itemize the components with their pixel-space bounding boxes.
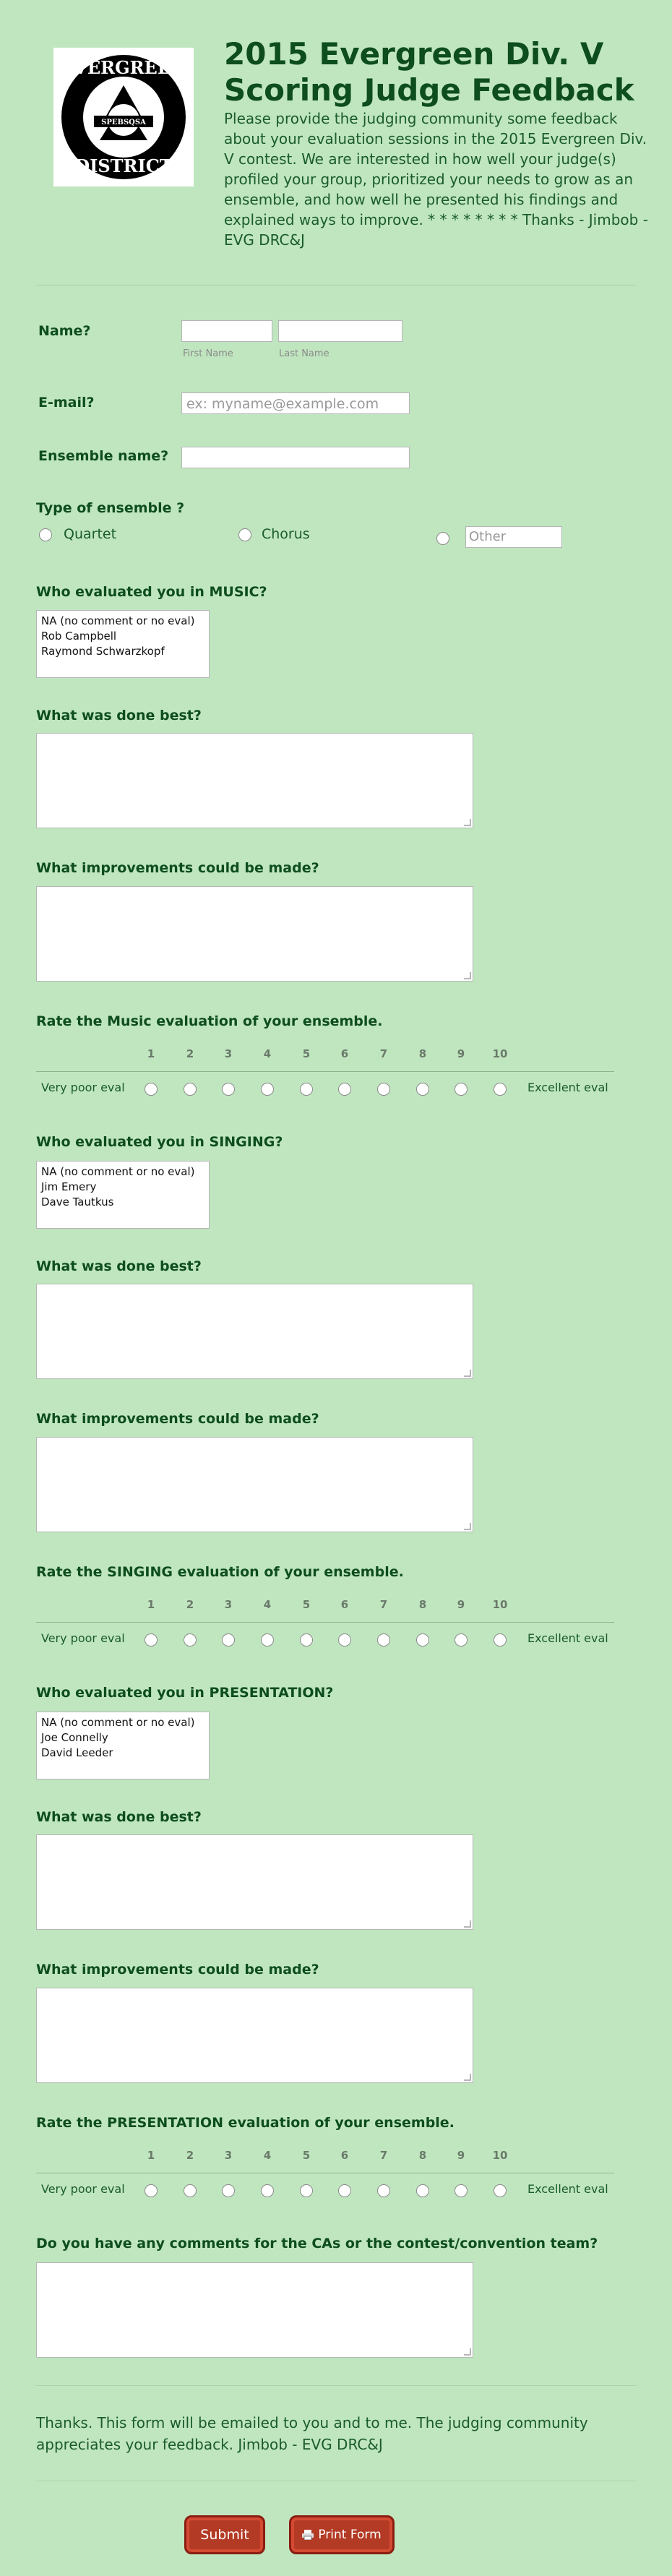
rating-radio-2[interactable] — [184, 1083, 197, 1096]
singing-evaluator-list[interactable] — [36, 1161, 210, 1229]
singing-improve-textarea[interactable] — [36, 1437, 473, 1532]
scale-number: 3 — [224, 2149, 233, 2162]
scale-number: 9 — [457, 1047, 465, 1060]
scale-high-label: Excellent eval — [527, 1081, 608, 1094]
rating-radio-3[interactable] — [222, 2184, 235, 2197]
other-type-input[interactable]: Other — [465, 526, 562, 548]
music-rating-scale — [0, 1041, 672, 1099]
resize-grip-icon[interactable] — [464, 1370, 471, 1377]
option-quartet-label: Quartet — [64, 526, 117, 542]
radio-quartet[interactable] — [39, 528, 52, 541]
ensemble-name-input[interactable] — [181, 447, 410, 468]
rating-radio-10[interactable] — [494, 1083, 507, 1096]
scale-number: 10 — [492, 2149, 508, 2162]
last-name-input[interactable] — [278, 320, 402, 342]
list-item[interactable]: Raymond Schwarzkopf — [41, 645, 165, 658]
comments-label: Do you have any comments for the CAs or the contest/convention team? — [36, 2236, 598, 2251]
scale-number: 1 — [147, 1598, 155, 1611]
scale-high-label: Excellent eval — [527, 2182, 608, 2196]
print-form-label: Print Form — [318, 2528, 382, 2542]
svg-text:DISTRICT: DISTRICT — [74, 155, 173, 176]
music-evaluator-label: Who evaluated you in MUSIC? — [36, 584, 267, 600]
singing-rating-scale — [0, 1592, 672, 1649]
rating-radio-4[interactable] — [261, 1083, 274, 1096]
rating-radio-9[interactable] — [455, 1633, 468, 1647]
title-line-2: Scoring Judge Feedback — [224, 72, 634, 108]
scale-low-label: Very poor eval — [41, 2182, 125, 2196]
singing-best-label: What was done best? — [36, 1258, 202, 1274]
music-evaluator-list[interactable] — [36, 610, 210, 678]
rating-radio-5[interactable] — [300, 2184, 313, 2197]
rating-radio-5[interactable] — [300, 1083, 313, 1096]
rating-radio-9[interactable] — [455, 2184, 468, 2197]
evergreen-district-logo-icon — [53, 48, 194, 186]
scale-number: 3 — [224, 1598, 233, 1611]
rating-radio-3[interactable] — [222, 1633, 235, 1647]
scale-number: 7 — [379, 1598, 388, 1611]
email-label: E-mail? — [38, 395, 95, 411]
music-rate-label: Rate the Music evaluation of your ensemble. — [36, 1013, 383, 1029]
rating-radio-4[interactable] — [261, 2184, 274, 2197]
rating-radio-8[interactable] — [416, 2184, 429, 2197]
presentation-rating-scale — [0, 2142, 672, 2200]
name-label: Name? — [38, 323, 91, 339]
resize-grip-icon[interactable] — [464, 1920, 471, 1928]
resize-grip-icon[interactable] — [464, 1523, 471, 1530]
rating-radio-6[interactable] — [338, 2184, 351, 2197]
ensemble-type-label: Type of ensemble ? — [36, 500, 185, 516]
singing-improve-label: What improvements could be made? — [36, 1411, 319, 1427]
svg-text:SPEBSQSA: SPEBSQSA — [101, 119, 146, 126]
scale-number: 8 — [418, 1598, 427, 1611]
scale-low-label: Very poor eval — [41, 1081, 125, 1094]
title-line-1: 2015 Evergreen Div. V — [224, 36, 604, 72]
music-improve-textarea[interactable] — [36, 886, 473, 982]
scale-number: 7 — [379, 1047, 388, 1060]
scale-number: 5 — [302, 1598, 311, 1611]
list-item[interactable]: Dave Tautkus — [41, 1195, 114, 1208]
scale-number: 6 — [340, 2149, 349, 2162]
singing-rate-label: Rate the SINGING evaluation of your ensemble. — [36, 1564, 404, 1580]
scale-divider — [36, 1071, 614, 1072]
list-item[interactable]: NA (no comment or no eval) — [41, 1165, 195, 1178]
rating-radio-8[interactable] — [416, 1633, 429, 1647]
resize-grip-icon[interactable] — [464, 819, 471, 826]
rating-radio-1[interactable] — [145, 2184, 158, 2197]
scale-number: 4 — [263, 1047, 272, 1060]
evergreen-district-logo — [53, 48, 194, 186]
rating-radio-7[interactable] — [377, 1633, 390, 1647]
comments-textarea[interactable] — [36, 2262, 473, 2358]
scale-divider — [36, 1622, 614, 1623]
list-item[interactable]: NA (no comment or no eval) — [41, 1716, 195, 1729]
scale-number: 10 — [492, 1598, 508, 1611]
scale-number: 6 — [340, 1047, 349, 1060]
scale-number: 8 — [418, 2149, 427, 2162]
rating-radio-3[interactable] — [222, 1083, 235, 1096]
presentation-best-textarea[interactable] — [36, 1834, 473, 1930]
scale-number: 9 — [457, 1598, 465, 1611]
scale-number: 5 — [302, 2149, 311, 2162]
list-item[interactable]: Jim Emery — [41, 1180, 97, 1193]
rating-radio-9[interactable] — [455, 1083, 468, 1096]
list-item[interactable]: Rob Campbell — [41, 630, 117, 643]
presentation-evaluator-label: Who evaluated you in PRESENTATION? — [36, 1685, 334, 1701]
singing-evaluator-label: Who evaluated you in SINGING? — [36, 1134, 283, 1150]
radio-chorus[interactable] — [238, 528, 251, 541]
resize-grip-icon[interactable] — [464, 972, 471, 979]
scale-number: 4 — [263, 2149, 272, 2162]
scale-number: 9 — [457, 2149, 465, 2162]
rating-radio-7[interactable] — [377, 2184, 390, 2197]
resize-grip-icon[interactable] — [464, 2074, 471, 2081]
list-item[interactable]: Joe Connelly — [41, 1731, 108, 1744]
scale-number: 2 — [186, 2149, 194, 2162]
presentation-improve-textarea[interactable] — [36, 1988, 473, 2083]
thanks-text: Thanks. This form will be emailed to you and to me. The judging community appreciates your feedback. Jimbob - EVG DRC&J — [36, 2414, 588, 2453]
printer-icon — [302, 2519, 314, 2529]
rating-radio-10[interactable] — [494, 2184, 507, 2197]
first-name-sublabel: First Name — [183, 348, 233, 359]
rating-radio-6[interactable] — [338, 1083, 351, 1096]
scale-number: 10 — [492, 1047, 508, 1060]
email-input[interactable]: ex: myname@example.com — [181, 392, 410, 414]
svg-text:EVERGREEN: EVERGREEN — [60, 57, 187, 78]
scale-number: 6 — [340, 1598, 349, 1611]
submit-button[interactable]: Submit — [184, 2515, 265, 2554]
rating-radio-2[interactable] — [184, 1633, 197, 1647]
print-form-button[interactable] — [289, 2515, 395, 2554]
resize-grip-icon[interactable] — [464, 2348, 471, 2356]
scale-number: 3 — [224, 1047, 233, 1060]
scale-number: 7 — [379, 2149, 388, 2162]
scale-low-label: Very poor eval — [41, 1631, 125, 1645]
singing-best-textarea[interactable] — [36, 1284, 473, 1379]
radio-other[interactable] — [436, 532, 449, 545]
scale-number: 1 — [147, 1047, 155, 1060]
scale-number: 4 — [263, 1598, 272, 1611]
scale-high-label: Excellent eval — [527, 1631, 608, 1645]
scale-number: 5 — [302, 1047, 311, 1060]
scale-number: 2 — [186, 1047, 194, 1060]
presentation-evaluator-list[interactable] — [36, 1712, 210, 1779]
scale-number: 8 — [418, 1047, 427, 1060]
divider — [36, 2385, 636, 2386]
page-title — [224, 36, 650, 108]
scale-number: 1 — [147, 2149, 155, 2162]
last-name-sublabel: Last Name — [279, 348, 329, 359]
list-item[interactable]: David Leeder — [41, 1746, 113, 1759]
rating-radio-7[interactable] — [377, 1083, 390, 1096]
intro-text: Please provide the judging community some feedback about your evaluation sessions in the 2015 Evergreen Div. V contest. We are interested in how well your judge(s) profiled your group, prioritized your needs to grow as an ensemble, and how well he presented his findings and explained ways to improve. * * * * * * * * Thanks - Jimbob - EVG DRC&J — [224, 110, 648, 249]
presentation-improve-label: What improvements could be made? — [36, 1962, 319, 1978]
rating-radio-2[interactable] — [184, 2184, 197, 2197]
music-improve-label: What improvements could be made? — [36, 860, 319, 876]
list-item[interactable]: NA (no comment or no eval) — [41, 614, 195, 627]
presentation-rate-label: Rate the PRESENTATION evaluation of your ensemble. — [36, 2115, 455, 2131]
music-best-label: What was done best? — [36, 708, 202, 724]
option-chorus-label: Chorus — [262, 526, 310, 542]
rating-radio-1[interactable] — [145, 1633, 158, 1647]
rating-radio-4[interactable] — [261, 1633, 274, 1647]
scale-number: 2 — [186, 1598, 194, 1611]
rating-radio-10[interactable] — [494, 1633, 507, 1647]
rating-radio-5[interactable] — [300, 1633, 313, 1647]
ensemble-name-label: Ensemble name? — [38, 448, 169, 464]
music-best-textarea[interactable] — [36, 733, 473, 828]
rating-radio-1[interactable] — [145, 1083, 158, 1096]
first-name-input[interactable] — [181, 320, 272, 342]
rating-radio-6[interactable] — [338, 1633, 351, 1647]
presentation-best-label: What was done best? — [36, 1809, 202, 1825]
rating-radio-8[interactable] — [416, 1083, 429, 1096]
